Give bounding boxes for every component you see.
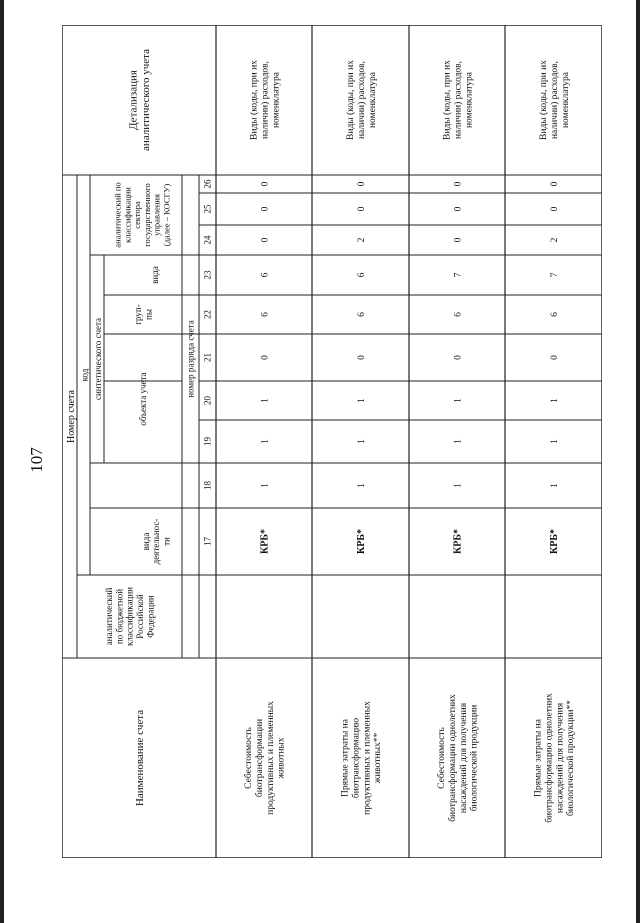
row-3-value-5: 6 xyxy=(549,312,560,317)
digit-label-23: 23 xyxy=(202,270,213,280)
row-2-name: Себестоимостьбиотрансформации однолетнихнасаждений для получениябиологической продукции xyxy=(436,694,480,822)
page-number: 107 xyxy=(27,447,46,473)
row-1-value-6: 6 xyxy=(356,272,367,278)
scan-edge-left xyxy=(0,0,4,923)
row-3-value-9: 0 xyxy=(549,181,560,187)
row-0-detail: Виды (коды, при ихналичии) расходов,номенклатура xyxy=(249,60,282,140)
digit-label-25: 25 xyxy=(202,204,213,214)
hdr-analytic-bcrf: аналитическийпо бюджетнойклассификацииРоссийскойФедерации xyxy=(103,587,156,646)
hdr-detail: Детализацияаналитического учета xyxy=(127,49,153,151)
row-2-detail: Виды (коды, при ихналичии) расходов,номенклатура xyxy=(442,60,475,140)
row-0-value-5: 6 xyxy=(260,312,271,317)
digit-label-22: 22 xyxy=(202,310,213,319)
table-grid xyxy=(62,25,602,858)
row-2-value-7: 0 xyxy=(453,237,464,243)
row-1-detail: Виды (коды, при ихналичии) расходов,номенклатура xyxy=(345,60,378,140)
row-2-value-8: 0 xyxy=(453,206,464,212)
digit-label-26: 26 xyxy=(202,179,213,189)
row-0-name: Себестоимостьбиотрансформациипродуктивных и племенныхживотных xyxy=(243,701,287,815)
hdr-group: груп-пы xyxy=(132,304,154,325)
row-1-value-4: 0 xyxy=(356,355,367,360)
digit-label-17: 17 xyxy=(202,537,213,546)
row-2-value-2: 1 xyxy=(453,439,464,444)
row-0-value-9: 0 xyxy=(260,181,271,187)
row-1-value-8: 0 xyxy=(356,206,367,212)
row-2-value-9: 0 xyxy=(453,181,464,187)
row-0-value-6: 6 xyxy=(260,272,271,278)
hdr-activity-type: видадеятельнос-ти xyxy=(140,518,172,565)
row-3-value-6: 7 xyxy=(549,272,560,278)
row-0-value-8: 0 xyxy=(260,206,271,212)
row-3-value-0: КРБ* xyxy=(549,529,560,554)
hdr-digit-number: номер разряда счета xyxy=(185,320,196,398)
digit-label-18: 18 xyxy=(202,481,213,490)
row-1-value-2: 1 xyxy=(356,439,367,444)
row-2-value-0: КРБ* xyxy=(452,529,464,554)
hdr-code: код xyxy=(79,368,90,382)
hdr-kind: вида xyxy=(150,266,161,284)
row-1-value-0: КРБ* xyxy=(356,529,367,554)
digit-label-19: 19 xyxy=(202,437,213,446)
row-1-value-3: 1 xyxy=(356,398,367,403)
row-3-detail: Виды (коды, при ихналичии) расходов,номенклатура xyxy=(538,60,571,140)
row-3-value-7: 2 xyxy=(549,237,560,243)
digit-label-24: 24 xyxy=(202,235,213,245)
row-2-value-6: 7 xyxy=(453,272,464,278)
row-1-value-9: 0 xyxy=(356,181,367,187)
row-3-value-4: 0 xyxy=(549,355,560,360)
digit-label-21: 21 xyxy=(202,353,213,362)
row-1-name: Прямые затраты набиотрансформациюпродуктивных и племенныхживотных** xyxy=(340,701,384,815)
row-3-name: Прямые затраты набиотрансформацию однолетнихнасаждений для получениябиологической продукции** xyxy=(533,693,577,823)
hdr-account-number: Номер счета xyxy=(66,390,77,443)
row-2-value-5: 6 xyxy=(453,312,464,317)
rotated-table-svg xyxy=(62,25,602,858)
scan-edge-right xyxy=(636,0,640,923)
hdr-account-name: Наименование счета xyxy=(133,709,146,807)
row-1-value-7: 2 xyxy=(356,237,367,243)
row-0-value-2: 1 xyxy=(260,439,271,444)
row-0-value-0: КРБ* xyxy=(259,529,271,554)
row-3-value-1: 1 xyxy=(549,483,560,488)
row-1-value-1: 1 xyxy=(356,483,367,488)
row-2-value-1: 1 xyxy=(453,483,464,488)
hdr-analytic-kosgu: аналитический поклассификациисекторагосударственногоуправления(далее – КОСГУ) xyxy=(112,182,172,248)
account-table xyxy=(62,25,602,858)
row-1-value-5: 6 xyxy=(356,312,367,317)
row-0-value-7: 0 xyxy=(260,237,271,243)
row-3-value-2: 1 xyxy=(549,439,560,444)
row-0-value-3: 1 xyxy=(260,398,271,403)
row-2-value-3: 1 xyxy=(453,398,464,403)
hdr-account-object: объекта учета xyxy=(138,372,149,426)
hdr-synthetic: синтетического счета xyxy=(93,317,104,401)
row-0-value-4: 0 xyxy=(260,355,271,360)
row-0-value-1: 1 xyxy=(260,483,271,488)
row-2-value-4: 0 xyxy=(453,355,464,360)
digit-label-20: 20 xyxy=(202,396,213,405)
row-3-value-8: 0 xyxy=(549,206,560,212)
row-3-value-3: 1 xyxy=(549,398,560,403)
